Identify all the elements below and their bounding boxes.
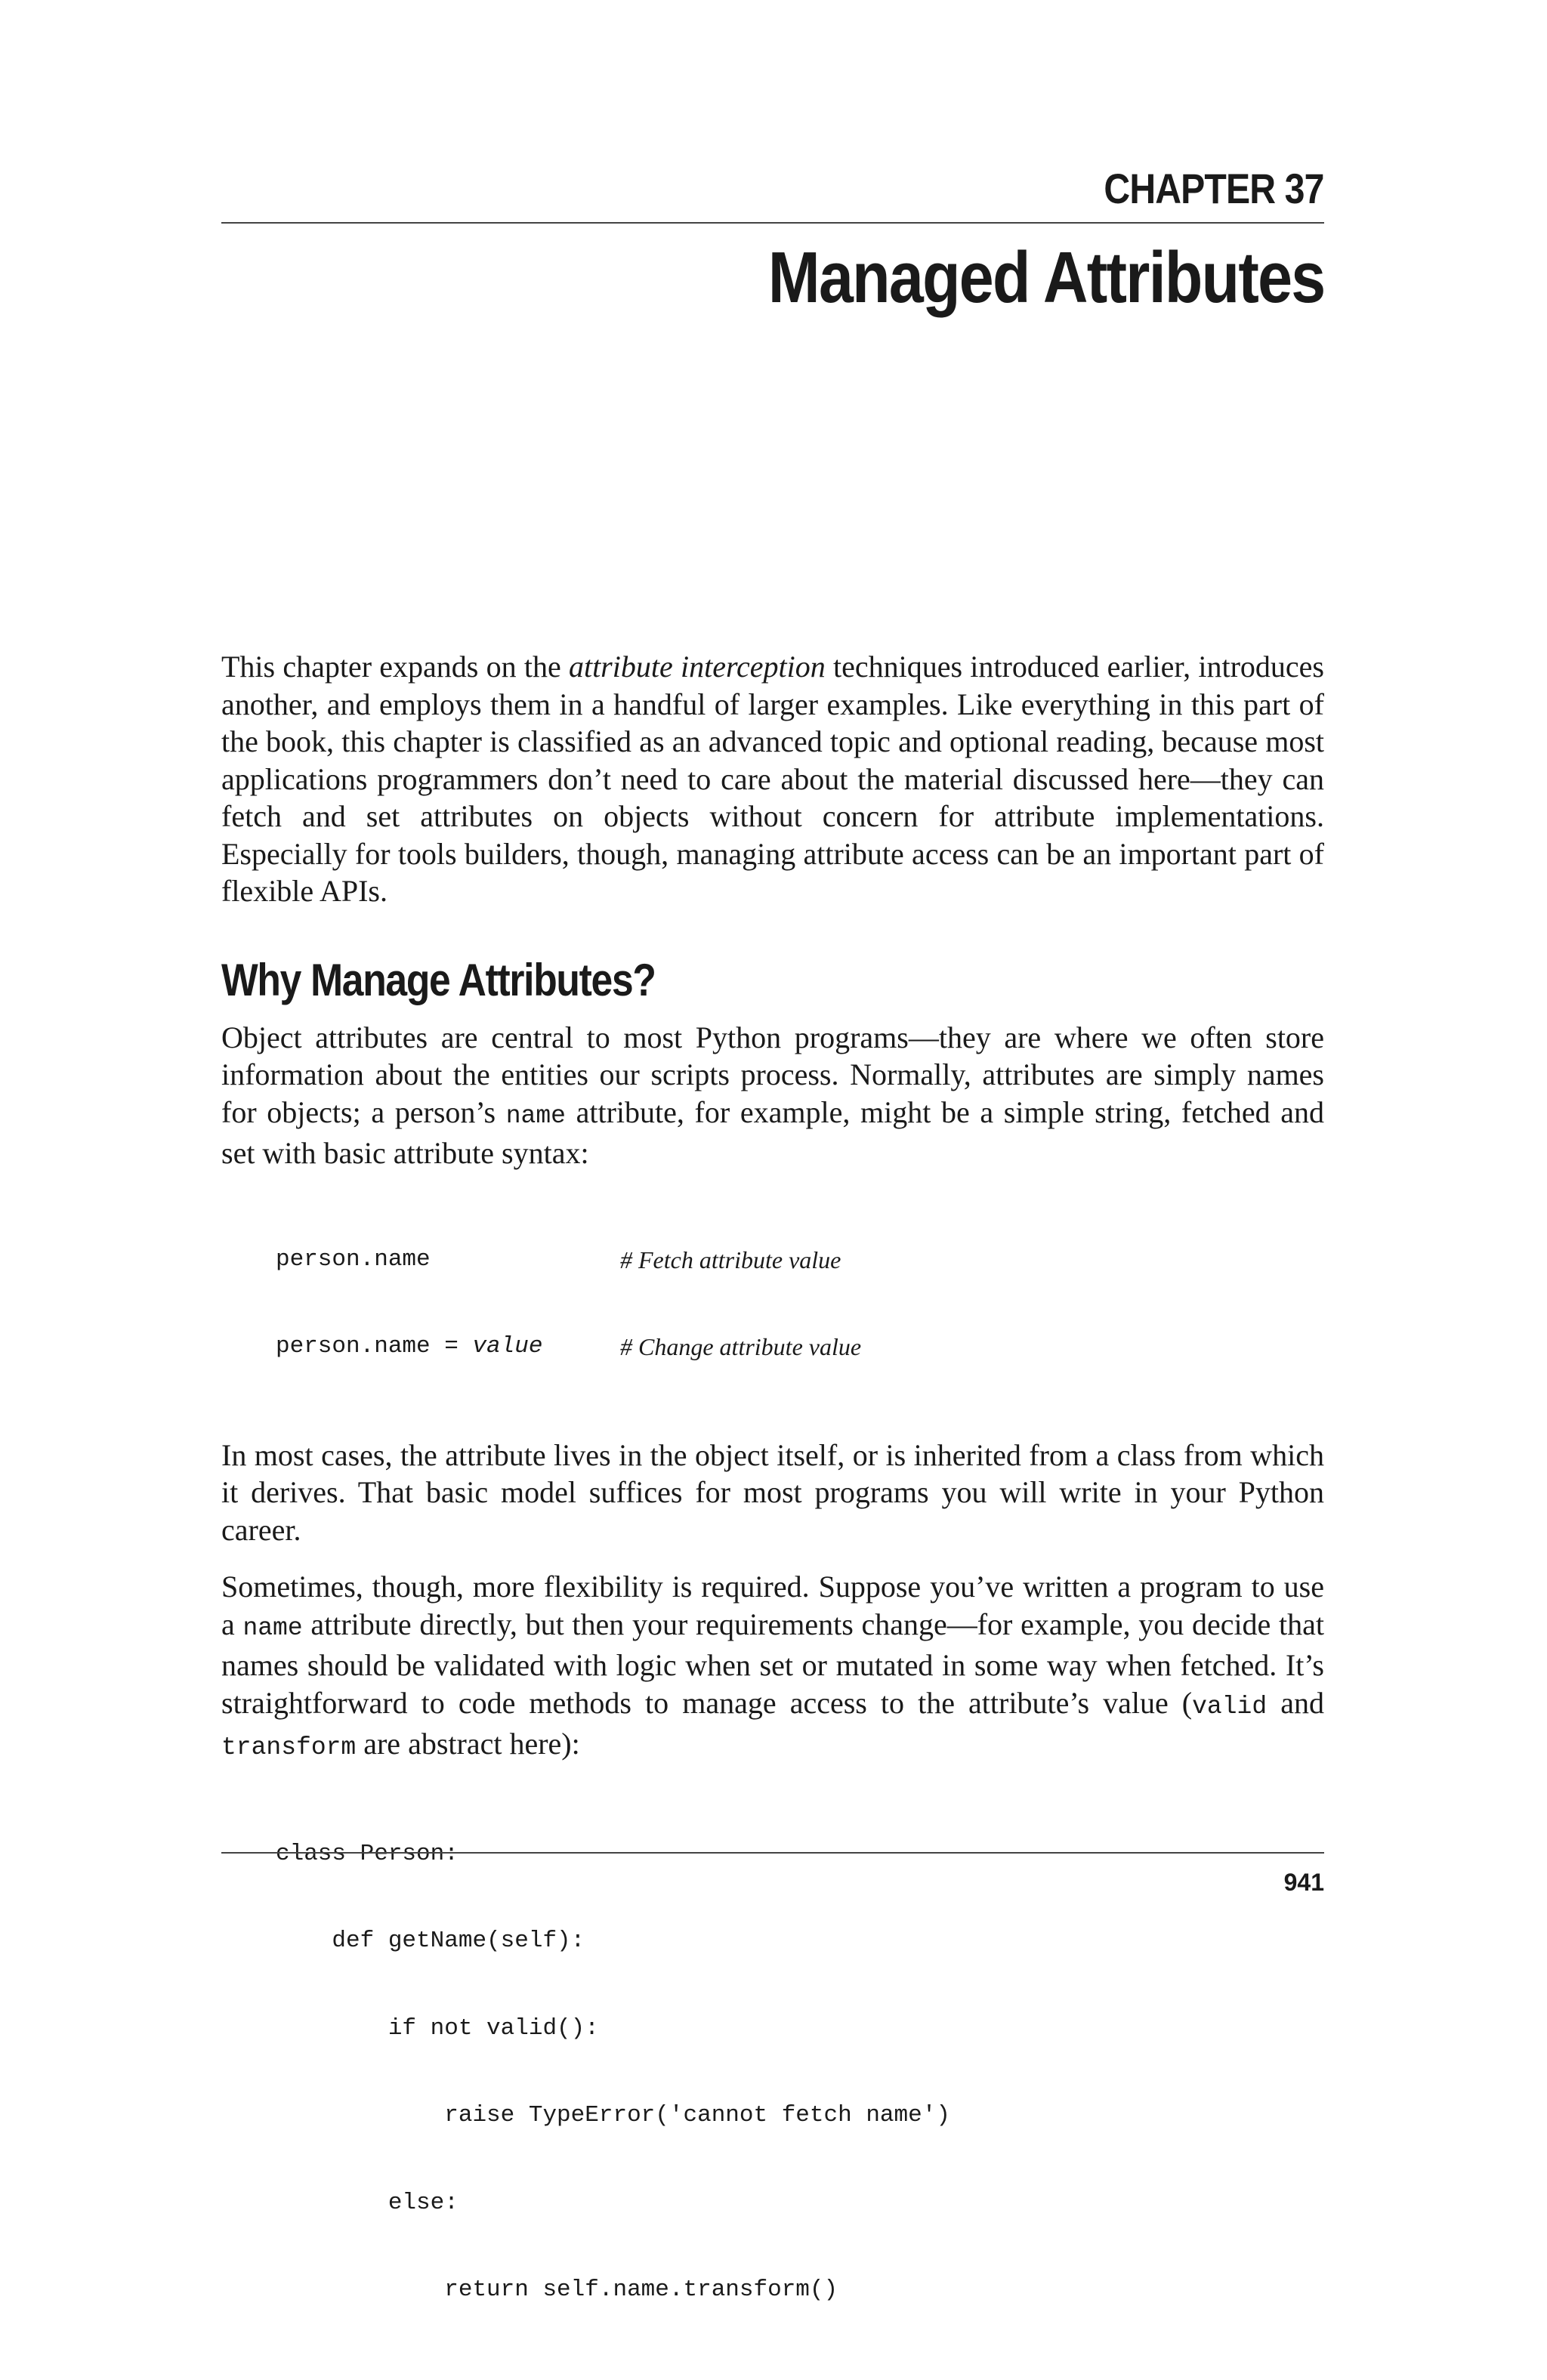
book-page [221,0,1324,2303]
inline-code: name [505,1101,566,1130]
code-line: person.name = value # Change attribute value [276,1333,862,1360]
section-paragraph-1: Object attributes are central to most Python programs—they are where we often store information about the entities our scripts process. Normally, attributes are simply names for objects; a person’s name attribute, for example, might be a simple string, fetched and set with basic attribute syntax: [221,1020,1324,1170]
section-paragraph-2: In most cases, the attribute lives in the object itself, or is inherited from a class from which it derives. That basic model suffices for most programs you will write in your Python career. [221,1437,1324,1547]
intro-emphasis: attribute interception [568,650,826,684]
code-block-attribute-syntax [276,1187,1324,1420]
chapter-title: Managed Attributes [767,237,1324,318]
section-paragraph-3: Sometimes, though, more flexibility is required. Suppose you’ve written a program to use a name attribute directly, but then your requirements change—for example, you decide that names should be validated with logic when set or mutated in some way when fetched. It’s straightforward to code methods to manage access to the attribute’s value (valid and transform are abstract here): [221,1570,1324,1761]
inline-code: transform [221,1733,357,1761]
code-line: def getName(self): [276,1928,585,1954]
code-line: raise TypeError('cannot fetch name') [276,2102,950,2128]
footer-rule [221,1852,1324,1854]
intro-paragraph: This chapter expands on the attribute interception techniques introduced earlier, introduces another, and employs them in a handful of larger examples. Like everything in this part of the book, this chapter is classified as an advanced topic and optional reading, because most applications programmers don’t need to care about the material discussed here—they can fetch and set attributes on objects without concern for attribute implementations. Especially for tools builders, though, managing attribute access can be an important part of flexible APIs. [221,650,1324,908]
code-line: return self.name.transform() [276,2277,838,2303]
code-block-person-class [276,1782,1324,2363]
code-line: class Person: [276,1840,459,1867]
code-comment: # Change attribute value [620,1333,862,1360]
page-number: 941 [1283,1869,1324,1896]
chapter-body [221,648,1324,2380]
code-line: if not valid(): [276,2014,599,2042]
inline-code: valid [1192,1692,1268,1721]
inline-code: name [242,1613,303,1642]
code-comment: # Fetch attribute value [620,1246,841,1273]
code-line: person.name # Fetch attribute value [276,1246,841,1273]
chapter-number: CHAPTER 37 [1104,165,1324,212]
code-line: else: [276,2189,459,2216]
section-heading: Why Manage Attributes? [221,954,656,1005]
chapter-rule [221,222,1324,224]
